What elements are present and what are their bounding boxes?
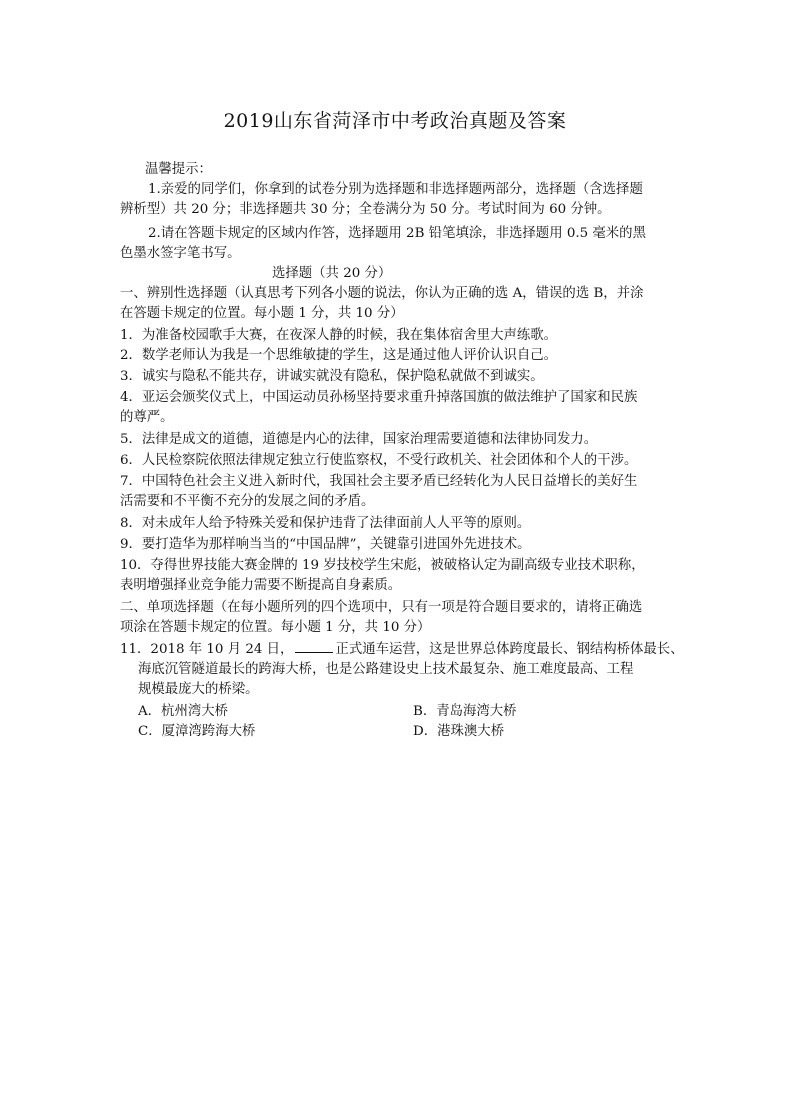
question-11-prefix: 11．2018 年 10 月 24 日，: [120, 642, 294, 657]
part2-heading-line-1: 二、单项选择题（在每小题所列的四个选项中，只有一项是符合题目要求的，请将正确选: [120, 600, 643, 615]
question-7-line-2: 活需要和不平衡不充分的发展之间的矛盾。: [120, 494, 375, 509]
part1-heading-line-2: 在答题卡规定的位置。每小题 1 分，共 10 分）: [120, 306, 404, 321]
answer-blank: [295, 640, 333, 653]
question-7-line-1: 7．中国特色社会主义进入新时代，我国社会主要矛盾已经转化为人民日益增长的美好生: [120, 474, 638, 489]
question-11-line-2: 海底沉管隧道最长的跨海大桥，也是公路建设史上技术最复杂、施工难度最高、工程: [138, 662, 634, 677]
question-1: 1．为准备校园歌手大赛，在夜深人静的时候，我在集体宿舍里大声练歌。: [120, 328, 558, 343]
option-d: D．港珠澳大桥: [413, 724, 505, 739]
option-c: C．厦漳湾跨海大桥: [138, 724, 256, 739]
question-11-line-3: 规模最庞大的桥梁。: [138, 682, 259, 697]
question-4-line-1: 4．亚运会颁奖仪式上，中国运动员孙杨坚持要求重升掉落国旗的做法维护了国家和民族: [120, 390, 638, 405]
notice-1-line-2: 辨析型）共 20 分；非选择题共 30 分；全卷满分为 50 分。考试时间为 60 分钟。: [120, 202, 611, 217]
question-11-line-1: [120, 640, 684, 660]
part1-heading-line-1: 一、辨别性选择题（认真思考下列各小题的说法，你认为正确的选 A，错误的选 B，并涂: [120, 286, 644, 301]
notice-2-line-1: 2.请在答题卡规定的区域内作答，选择题用 2B 铅笔填涂，非选择题用 0.5 毫米的黑: [148, 226, 646, 241]
page-title: 2019山东省菏泽市中考政治真题及答案: [223, 110, 567, 132]
question-6: 6．人民检察院依照法律规定独立行使监察权，不受行政机关、社会团体和个人的干涉。: [120, 453, 638, 468]
question-10-line-1: 10．夺得世界技能大赛金牌的 19 岁技校学生宋彪，被破格认定为副高级专业技术职称，: [120, 558, 645, 573]
section-title: 选择题（共 20 分）: [272, 266, 392, 281]
question-11-suffix: 正式通车运营，这是世界总体跨度最长、钢结构桥体最长、: [335, 642, 684, 657]
notice-2-line-2: 色墨水签字笔书写。: [120, 246, 241, 261]
question-2: 2．数学老师认为我是一个思维敏捷的学生，这是通过他人评价认识自己。: [120, 348, 558, 363]
question-3: 3．诚实与隐私不能共存，讲诚实就没有隐私，保护隐私就做不到诚实。: [120, 369, 544, 384]
option-b: B．青岛海湾大桥: [413, 704, 517, 719]
option-a: A．杭州湾大桥: [138, 704, 229, 719]
part2-heading-line-2: 项涂在答题卡规定的位置。每小题 1 分，共 10 分）: [120, 620, 431, 635]
question-9: 9．要打造华为那样响当当的“中国品牌”，关键靠引进国外先进技术。: [120, 537, 531, 552]
question-4-line-2: 的尊严。: [120, 410, 174, 425]
question-5: 5．法律是成文的道德，道德是内心的法律，国家治理需要道德和法律协同发力。: [120, 432, 598, 447]
question-10-line-2: 表明增强择业竞争能力需要不断提高自身素质。: [120, 578, 402, 593]
notice-1-line-1: 1.亲爱的同学们，你拿到的试卷分别为选择题和非选择题两部分，选择题（含选择题: [148, 182, 643, 197]
question-8: 8．对未成年人给予特殊关爱和保护违背了法律面前人人平等的原则。: [120, 516, 531, 531]
notice-heading: 温馨提示：: [145, 162, 212, 177]
